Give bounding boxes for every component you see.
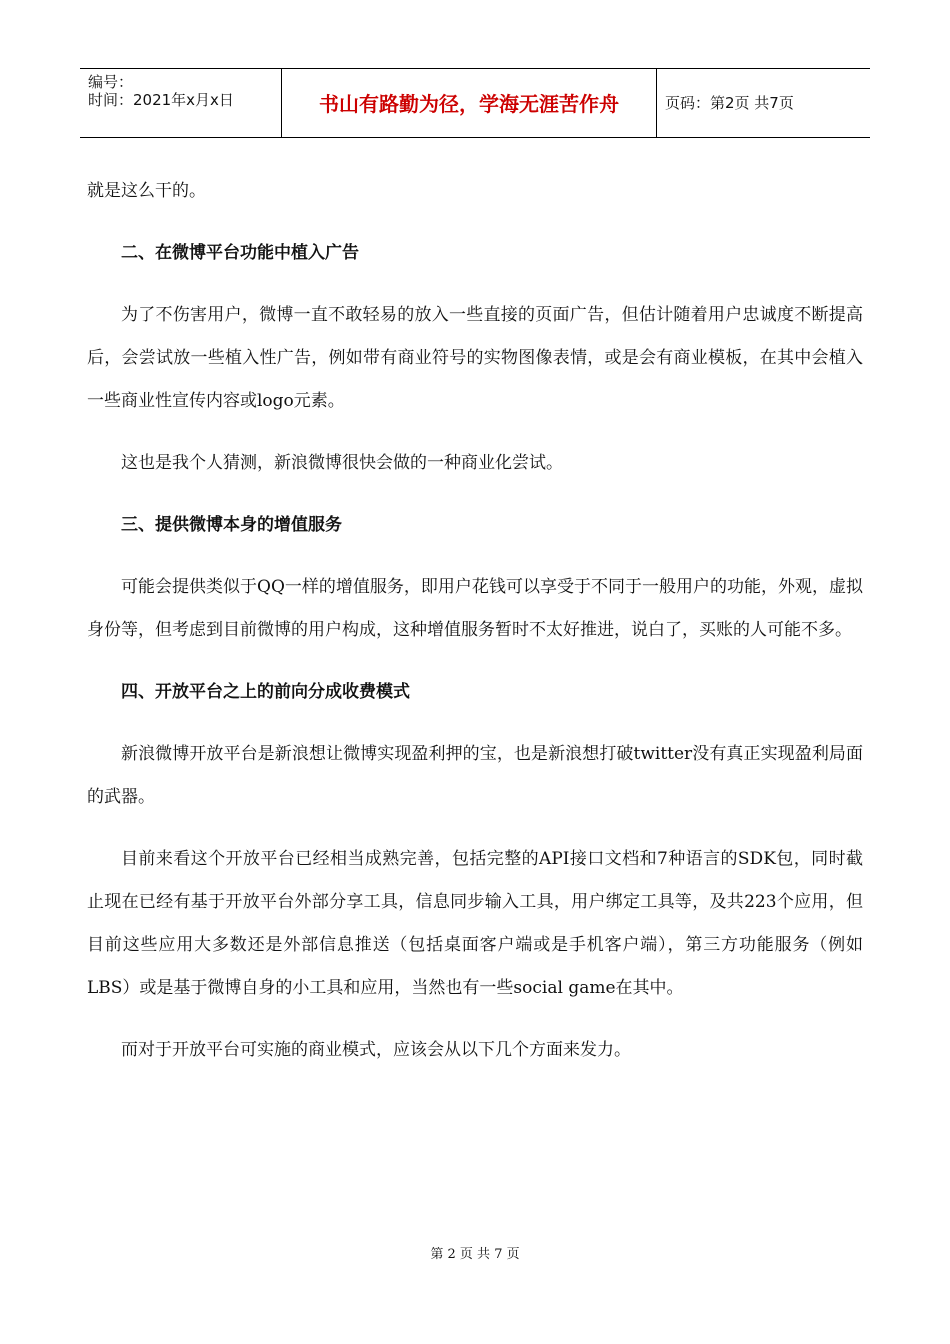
header-page-cell (657, 69, 870, 137)
header-motto-cell (282, 69, 657, 137)
paragraph: 就是这么干的。 (87, 181, 206, 201)
page-header (80, 68, 870, 138)
page-footer: 第 2 页 共 7 页 (430, 1247, 520, 1262)
paragraph: 为了不伤害用户，微博一直不敢轻易的放入一些直接的页面广告，但估计随着用户忠诚度不断提高后，会尝试放一些植入性广告，例如带有商业符号的实物图像表情，或是会有商业模板，在其中会植入一些商业性宣传内容或logo元素。 (87, 305, 863, 411)
paragraph: 这也是我个人猜测，新浪微博很快会做的一种商业化尝试。 (121, 453, 563, 473)
section-heading: 四、开放平台之上的前向分成收费模式 (121, 682, 410, 702)
document-number-label: 编号： (88, 73, 134, 91)
header-motto: 书山有路勤为径，学海无涯苦作舟 (319, 92, 619, 116)
header-page-code: 页码：第2页 共7页 (665, 94, 794, 112)
section-heading: 三、提供微博本身的增值服务 (121, 515, 342, 535)
section-heading: 二、在微博平台功能中植入广告 (121, 243, 359, 263)
document-date-label: 时间：2021年x月x日 (88, 91, 234, 109)
paragraph: 而对于开放平台可实施的商业模式，应该会从以下几个方面来发力。 (121, 1040, 631, 1060)
document-body (87, 170, 863, 1091)
paragraph: 新浪微博开放平台是新浪想让微博实现盈利押的宝，也是新浪想打破twitter没有真正实现盈利局面的武器。 (87, 744, 863, 807)
paragraph: 可能会提供类似于QQ一样的增值服务，即用户花钱可以享受于不同于一般用户的功能，外观，虚拟身份等，但考虑到目前微博的用户构成，这种增值服务暂时不太好推进，说白了，买账的人可能不多。 (87, 577, 863, 640)
paragraph: 目前来看这个开放平台已经相当成熟完善，包括完整的API接口文档和7种语言的SDK包，同时截止现在已经有基于开放平台外部分享工具，信息同步输入工具，用户绑定工具等，及共223个应用，但目前这些应用大多数还是外部信息推送（包括桌面客户端或是手机客户端），第三方功能服务（例如LBS）或是基于微博自身的小工具和应用，当然也有一些social game在其中。 (87, 849, 863, 998)
header-meta-cell (80, 69, 282, 137)
